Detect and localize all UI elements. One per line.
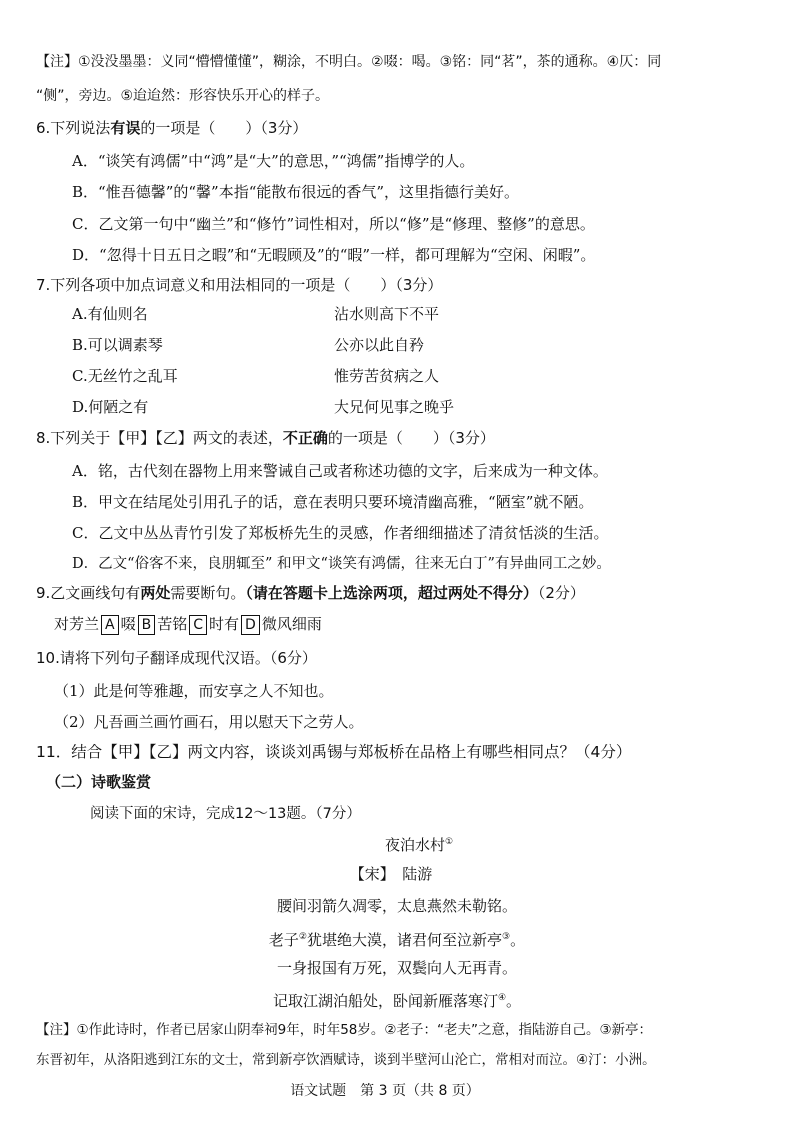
question-7-row-d-left: D.何陋之有 (72, 398, 149, 416)
question-9-stem-mid: 需要断句。 (170, 584, 246, 602)
section-2-title: （二）诗歌鉴赏 (46, 773, 152, 791)
poem-line-1: 腰间羽箭久凋零，太息燕然未勒铭。 (276, 897, 517, 915)
question-9-box-a[interactable]: A (101, 615, 119, 635)
question-10-sentence-1: （1）此是何等雅趣，而安享之人不知也。 (54, 682, 334, 700)
note-2-line-1: 【注】①作此诗时，作者已居家山阴奉祠9年，时年58岁。②老子：“老夫”之意，指陆游自己。③新亭： (36, 1022, 653, 1038)
question-7-row-c-right: 惟劳苦贫病之人 (334, 367, 440, 385)
poem-line-2-part-c: 。 (510, 931, 526, 949)
poem-line-4-footnote-4: ④ (497, 993, 507, 1003)
question-8-option-c: C．乙文中丛丛青竹引发了郑板桥先生的灵感，作者细细描述了清贫恬淡的生活。 (72, 524, 609, 542)
question-6-option-c: C．乙文第一句中“幽兰”和“修竹”词性相对，所以“修”是“修理、整修”的意思。 (72, 215, 595, 233)
question-9-segment-1: 对芳兰 (54, 615, 100, 633)
poem-line-4-part-b: 。 (506, 992, 522, 1010)
question-6-stem (36, 118, 307, 138)
question-7-row-d-right: 大兄何见事之晚乎 (334, 398, 455, 416)
question-6-stem-post: 的一项是（ ）（3分） (140, 119, 308, 137)
question-8-option-d: D．乙文“俗客不来，良朋辄至” 和甲文“谈笑有鸿儒，往来无白丁”有异曲同工之妙。 (72, 556, 611, 572)
question-9-stem-post: （2分） (537, 584, 585, 602)
question-9-segment-2: 啜 (120, 615, 136, 633)
question-9-segment-4: 时有 (209, 615, 240, 633)
question-7-row-a-left: A.有仙则名 (72, 305, 148, 323)
note-2-line-2: 东晋初年，从洛阳逃到江东的文士，常到新亭饮酒赋诗，谈到半壁河山沦亡，常相对而泣。④汀：小洲。 (36, 1052, 656, 1068)
question-8-stem-post: 的一项是（ ）（3分） (327, 429, 495, 447)
question-8-stem-pre: 8.下列关于【甲】【乙】两文的表述， (36, 429, 283, 447)
question-9-box-d[interactable]: D (241, 615, 260, 635)
question-6-emphasis: 有误 (110, 119, 141, 137)
question-7-row-a-right: 沾水则高下不平 (334, 305, 440, 323)
poem-line-2-part-a: 老子 (268, 931, 299, 949)
poem-author: 【宋】 陆游 (349, 865, 433, 883)
question-7-stem: 7.下列各项中加点词意义和用法相同的一项是（ ）（3分） (36, 276, 443, 294)
question-11-stem: 11．结合【甲】【乙】两文内容，谈谈刘禹锡与郑板桥在品格上有哪些相同点？（4分） (36, 743, 632, 761)
question-9-stem-pre: 9.乙文画线句有 (36, 584, 141, 602)
question-7-row-b-left: B.可以调素琴 (72, 336, 163, 354)
poem-line-4 (0, 988, 794, 1011)
question-6-option-a: A．“谈笑有鸿儒”中“鸿”是“大”的意思，”“鸿儒”指博学的人。 (72, 152, 475, 170)
question-10-sentence-2: （2）凡吾画兰画竹画石，用以慰天下之劳人。 (54, 713, 364, 731)
note-1-line-2: “侧”，旁边。⑤迨迨然：形容快乐开心的样子。 (36, 88, 330, 104)
question-9-segment-3: 苦铭 (157, 615, 188, 633)
poem-line-2-footnote-2: ② (298, 932, 307, 942)
poem-line-2-footnote-3: ③ (502, 932, 511, 942)
poem-line-2-part-b: 犹堪绝大漠，诸君何至泣新亭 (306, 931, 502, 949)
question-9-emphasis-2: （请在答题卡上选涂两项，超过两处不得分） (245, 584, 538, 602)
poem-title-text: 夜泊水村 (384, 836, 445, 854)
question-9-sentence (54, 614, 322, 635)
question-9-box-b[interactable]: B (138, 615, 156, 635)
question-9-segment-5: 微风细雨 (261, 615, 322, 633)
poem-line-3: 一身报国有万死，双鬓向人无再青。 (276, 959, 517, 977)
page-footer: 语文试题 第 3 页（共 8 页） (290, 1083, 480, 1099)
poem-title (22, 832, 794, 855)
question-6-stem-pre: 6.下列说法 (36, 119, 111, 137)
question-7-row-b-right: 公亦以此自矜 (334, 336, 425, 354)
question-6-option-d: D．“忽得十日五日之暇”和“无暇顾及”的“暇”一样，都可理解为“空闲、闲暇”。 (72, 246, 596, 264)
poem-title-footnote-mark: ① (444, 837, 454, 847)
question-10-stem: 10.请将下列句子翻译成现代汉语。（6分） (36, 649, 317, 667)
question-8-emphasis: 不正确 (282, 429, 328, 447)
poem-line-2 (0, 927, 794, 950)
question-8-stem (36, 428, 495, 448)
question-9-stem (36, 583, 585, 603)
question-6-option-b: B．“惟吾德馨”的“馨”本指“能散布很远的香气”，这里指德行美好。 (72, 183, 520, 201)
question-9-emphasis-1: 两处 (140, 584, 171, 602)
question-7-row-c-left: C.无丝竹之乱耳 (72, 367, 178, 385)
question-8-option-b: B．甲文在结尾处引用孔子的话，意在表明只要环境清幽高雅，“陋室”就不陋。 (72, 493, 594, 511)
section-2-intro: 阅读下面的宋诗，完成12～13题。（7分） (90, 806, 361, 822)
question-8-option-a: A．铭，古代刻在器物上用来警诫自己或者称述功德的文字，后来成为一种文体。 (72, 462, 608, 480)
poem-line-4-part-a: 记取江湖泊船处，卧闻新雁落寒汀 (272, 992, 498, 1010)
question-9-box-c[interactable]: C (189, 615, 207, 635)
note-1-line-1: 【注】①没没墨墨：义同“懵懵懂懂”，糊涂，不明白。②啜：喝。③铭：同“茗”，茶的通称。④仄：同 (36, 54, 662, 70)
